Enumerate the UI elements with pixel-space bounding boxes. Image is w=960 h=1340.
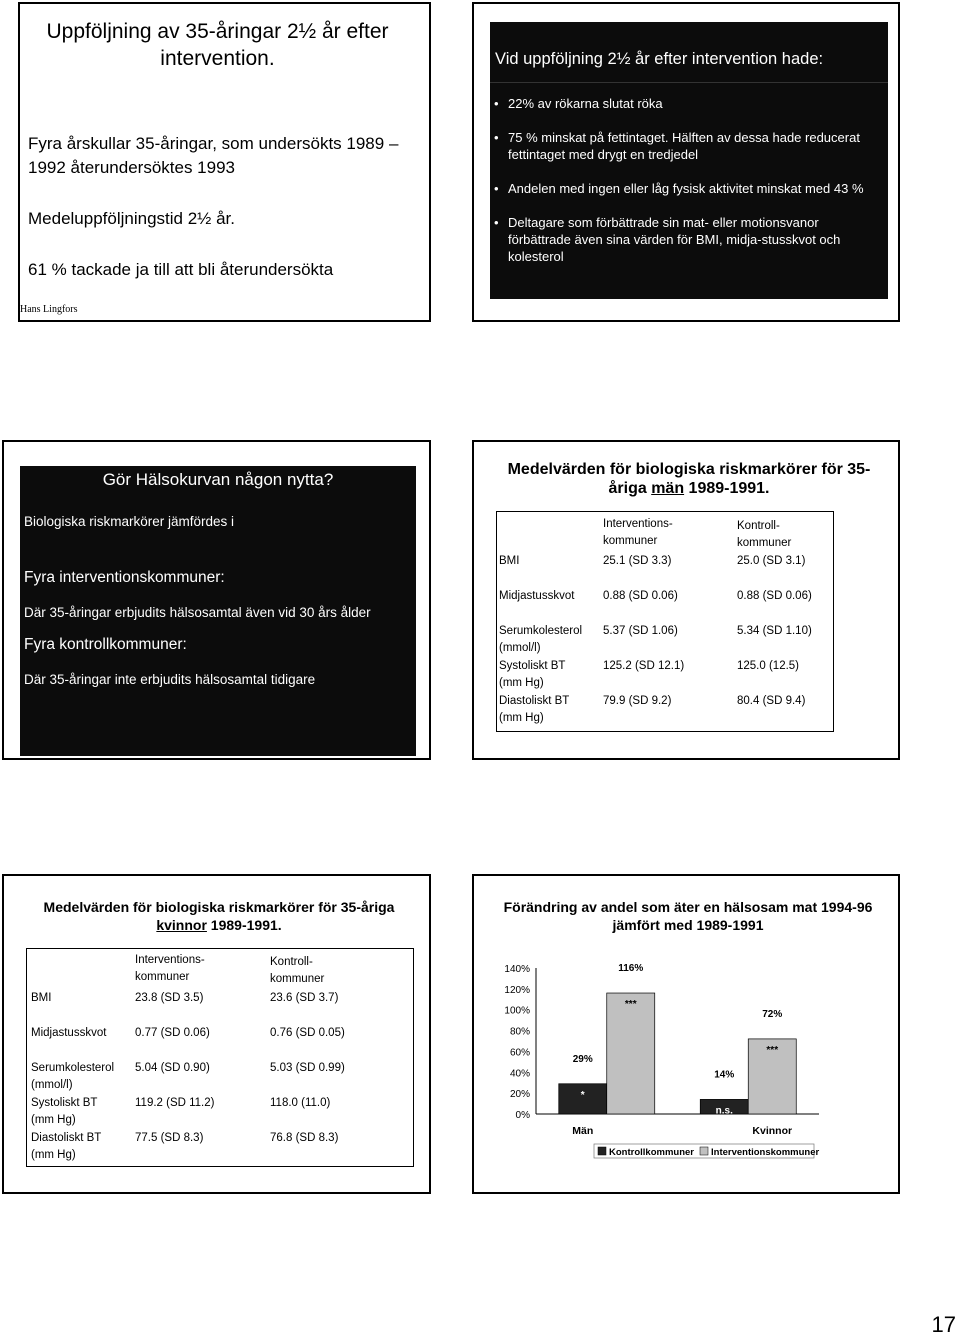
slide3-dark-panel	[20, 466, 416, 756]
table-cell-value: 23.6 (SD 3.7)	[270, 992, 339, 1004]
y-tick-label: 40%	[509, 1068, 530, 1080]
table-row-label: Serumkolesterol (mmol/l)	[499, 625, 583, 654]
slide-followup	[18, 2, 431, 322]
slide3-heading-intervention: Fyra interventionskommuner:	[24, 569, 225, 586]
table-cell-value: 25.1 (SD 3.3)	[603, 555, 672, 567]
slide1-line-followup-time: Medeluppföljningstid 2½ år.	[28, 209, 235, 228]
slide2-title: Vid uppföljning 2½ år efter intervention hade:	[495, 50, 824, 68]
table-cell-value: 5.04 (SD 0.90)	[135, 1062, 210, 1074]
y-tick-label: 60%	[509, 1047, 530, 1059]
slide3-line-control: Där 35-åringar inte erbjudits hälsosamtal tidigare	[24, 672, 316, 687]
table-cell-value: 0.88 (SD 0.06)	[737, 590, 812, 602]
women-risk-table	[26, 948, 414, 1167]
y-tick-label: 0%	[515, 1110, 530, 1121]
legend-label: Kontrollkommuner	[609, 1147, 694, 1158]
significance-label: *	[580, 1089, 585, 1101]
table-row-label: Diastoliskt BT (mm Hg)	[31, 1132, 102, 1161]
slide3-line-intervention: Där 35-åringar erbjudits hälsosamtal även vid 30 års ålder	[24, 605, 371, 620]
slide-usefulness	[2, 440, 431, 760]
slide5-title-pre: Medelvärden för biologiska riskmarkörer för 35-åriga	[43, 899, 395, 915]
significance-label: ***	[624, 999, 637, 1011]
data-label: 14%	[714, 1069, 735, 1081]
slide3-title: Gör Hälsokurvan någon nytta?	[102, 470, 334, 489]
legend-label: Interventionskommuner	[711, 1147, 820, 1158]
table-cell-value: 0.76 (SD 0.05)	[270, 1027, 345, 1039]
slide2-divider	[490, 82, 888, 83]
table-row-label: Systoliskt BT (mm Hg)	[499, 660, 566, 689]
table-cell-value: 0.88 (SD 0.06)	[603, 590, 678, 602]
table-row-label: Midjastusskvot	[499, 590, 575, 602]
y-tick-label: 120%	[504, 984, 530, 996]
slide-women-table	[2, 874, 431, 1194]
chart-title: Förändring av andel som äter en hälsosam mat 1994-96 jämfört med 1989-1991	[503, 899, 873, 933]
slide3-line-compare: Biologiska riskmarkörer jämfördes i	[24, 514, 235, 529]
col-header-intervention: Interventions- kommuner	[603, 518, 673, 547]
table-cell-value: 23.8 (SD 3.5)	[135, 992, 204, 1004]
col-header-control: Kontroll- kommuner	[737, 520, 792, 549]
men-risk-table	[496, 511, 834, 732]
table-cell-value: 5.34 (SD 1.10)	[737, 625, 812, 637]
slide5-title	[24, 898, 414, 934]
slide3-heading-control: Fyra kontrollkommuner:	[24, 636, 187, 653]
y-tick-label: 80%	[509, 1026, 530, 1038]
slide1-title: Uppföljning av 35-åringar 2½ år efter intervention.	[46, 20, 389, 70]
slide5-title-em: kvinnor	[156, 917, 207, 933]
x-tick-label: Kvinnor	[752, 1125, 793, 1137]
slide5-title-post: 1989-1991.	[206, 917, 282, 933]
col-header-intervention: Interventions- kommuner	[135, 954, 205, 983]
table-cell-value: 80.4 (SD 9.4)	[737, 695, 806, 707]
bar-chart	[474, 876, 902, 1192]
slide1-line-cohorts: Fyra årskullar 35-åringar, som undersökts 1989 – 1992 återundersöktes 1993	[28, 134, 399, 177]
y-tick-label: 140%	[504, 964, 530, 975]
table-cell-value: 118.0 (11.0)	[270, 1097, 331, 1109]
slide-diet-chart	[472, 874, 900, 1194]
slide-men-table	[472, 440, 900, 760]
bar	[607, 993, 655, 1114]
slide4-title-em: män	[651, 480, 685, 497]
slide1-line-response: 61 % tackade ja till att bli återundersökta	[28, 260, 334, 279]
table-cell-value: 0.77 (SD 0.06)	[135, 1027, 210, 1039]
bullet-smoking: • 22% av rökarna slutat röka	[492, 95, 880, 112]
table-row-label: Diastoliskt BT (mm Hg)	[499, 695, 570, 724]
table-row-label: Serumkolesterol (mmol/l)	[31, 1062, 115, 1091]
table-row-label: Systoliskt BT (mm Hg)	[31, 1097, 98, 1126]
data-label: 29%	[572, 1053, 593, 1065]
significance-label: ***	[766, 1044, 779, 1056]
slide1-author: Hans Lingfors	[20, 304, 78, 315]
slide4-title-post: 1989-1991.	[684, 480, 770, 497]
y-tick-label: 100%	[504, 1005, 530, 1017]
slide-results	[472, 2, 900, 322]
table-cell-value: 5.37 (SD 1.06)	[603, 625, 678, 637]
legend-swatch	[700, 1147, 708, 1155]
table-row-label: BMI	[31, 992, 52, 1004]
significance-label: n.s.	[715, 1105, 733, 1117]
slide4-title-pre: Medelvärden för biologiska riskmarkörer för 35-åriga	[507, 461, 871, 497]
legend-swatch	[598, 1147, 606, 1155]
table-cell-value: 5.03 (SD 0.99)	[270, 1062, 345, 1074]
data-label: 116%	[618, 963, 644, 975]
bullet-improvement: • Deltagare som förbättrade sin mat- eller motionsvanor förbättrade även sina värden för BMI, midja-stusskvot och kolesterol	[492, 214, 880, 265]
table-cell-value: 76.8 (SD 8.3)	[270, 1132, 339, 1144]
table-row-label: Midjastusskvot	[31, 1027, 107, 1039]
bullet-fat: • 75 % minskat på fettintaget. Hälften av dessa hade reducerat fettintaget med drygt en tredjedel	[492, 129, 880, 163]
table-cell-value: 79.9 (SD 9.2)	[603, 695, 672, 707]
page-number: 17	[931, 1312, 956, 1337]
table-cell-value: 25.0 (SD 3.1)	[737, 555, 806, 567]
y-tick-label: 20%	[509, 1089, 530, 1101]
table-cell-value: 119.2 (SD 11.2)	[135, 1097, 215, 1109]
slide4-title	[494, 460, 884, 498]
col-header-control: Kontroll- kommuner	[270, 956, 325, 985]
table-cell-value: 125.0 (12.5)	[737, 660, 800, 672]
bullet-activity: • Andelen med ingen eller låg fysisk aktivitet minskat med 43 %	[492, 180, 880, 197]
slide2-dark-panel	[490, 22, 888, 299]
x-tick-label: Män	[572, 1125, 594, 1137]
table-row-label: BMI	[499, 555, 520, 567]
table-cell-value: 125.2 (SD 12.1)	[603, 660, 685, 672]
data-label: 72%	[762, 1008, 783, 1020]
table-cell-value: 77.5 (SD 8.3)	[135, 1132, 204, 1144]
slide2-bullets	[492, 95, 880, 282]
